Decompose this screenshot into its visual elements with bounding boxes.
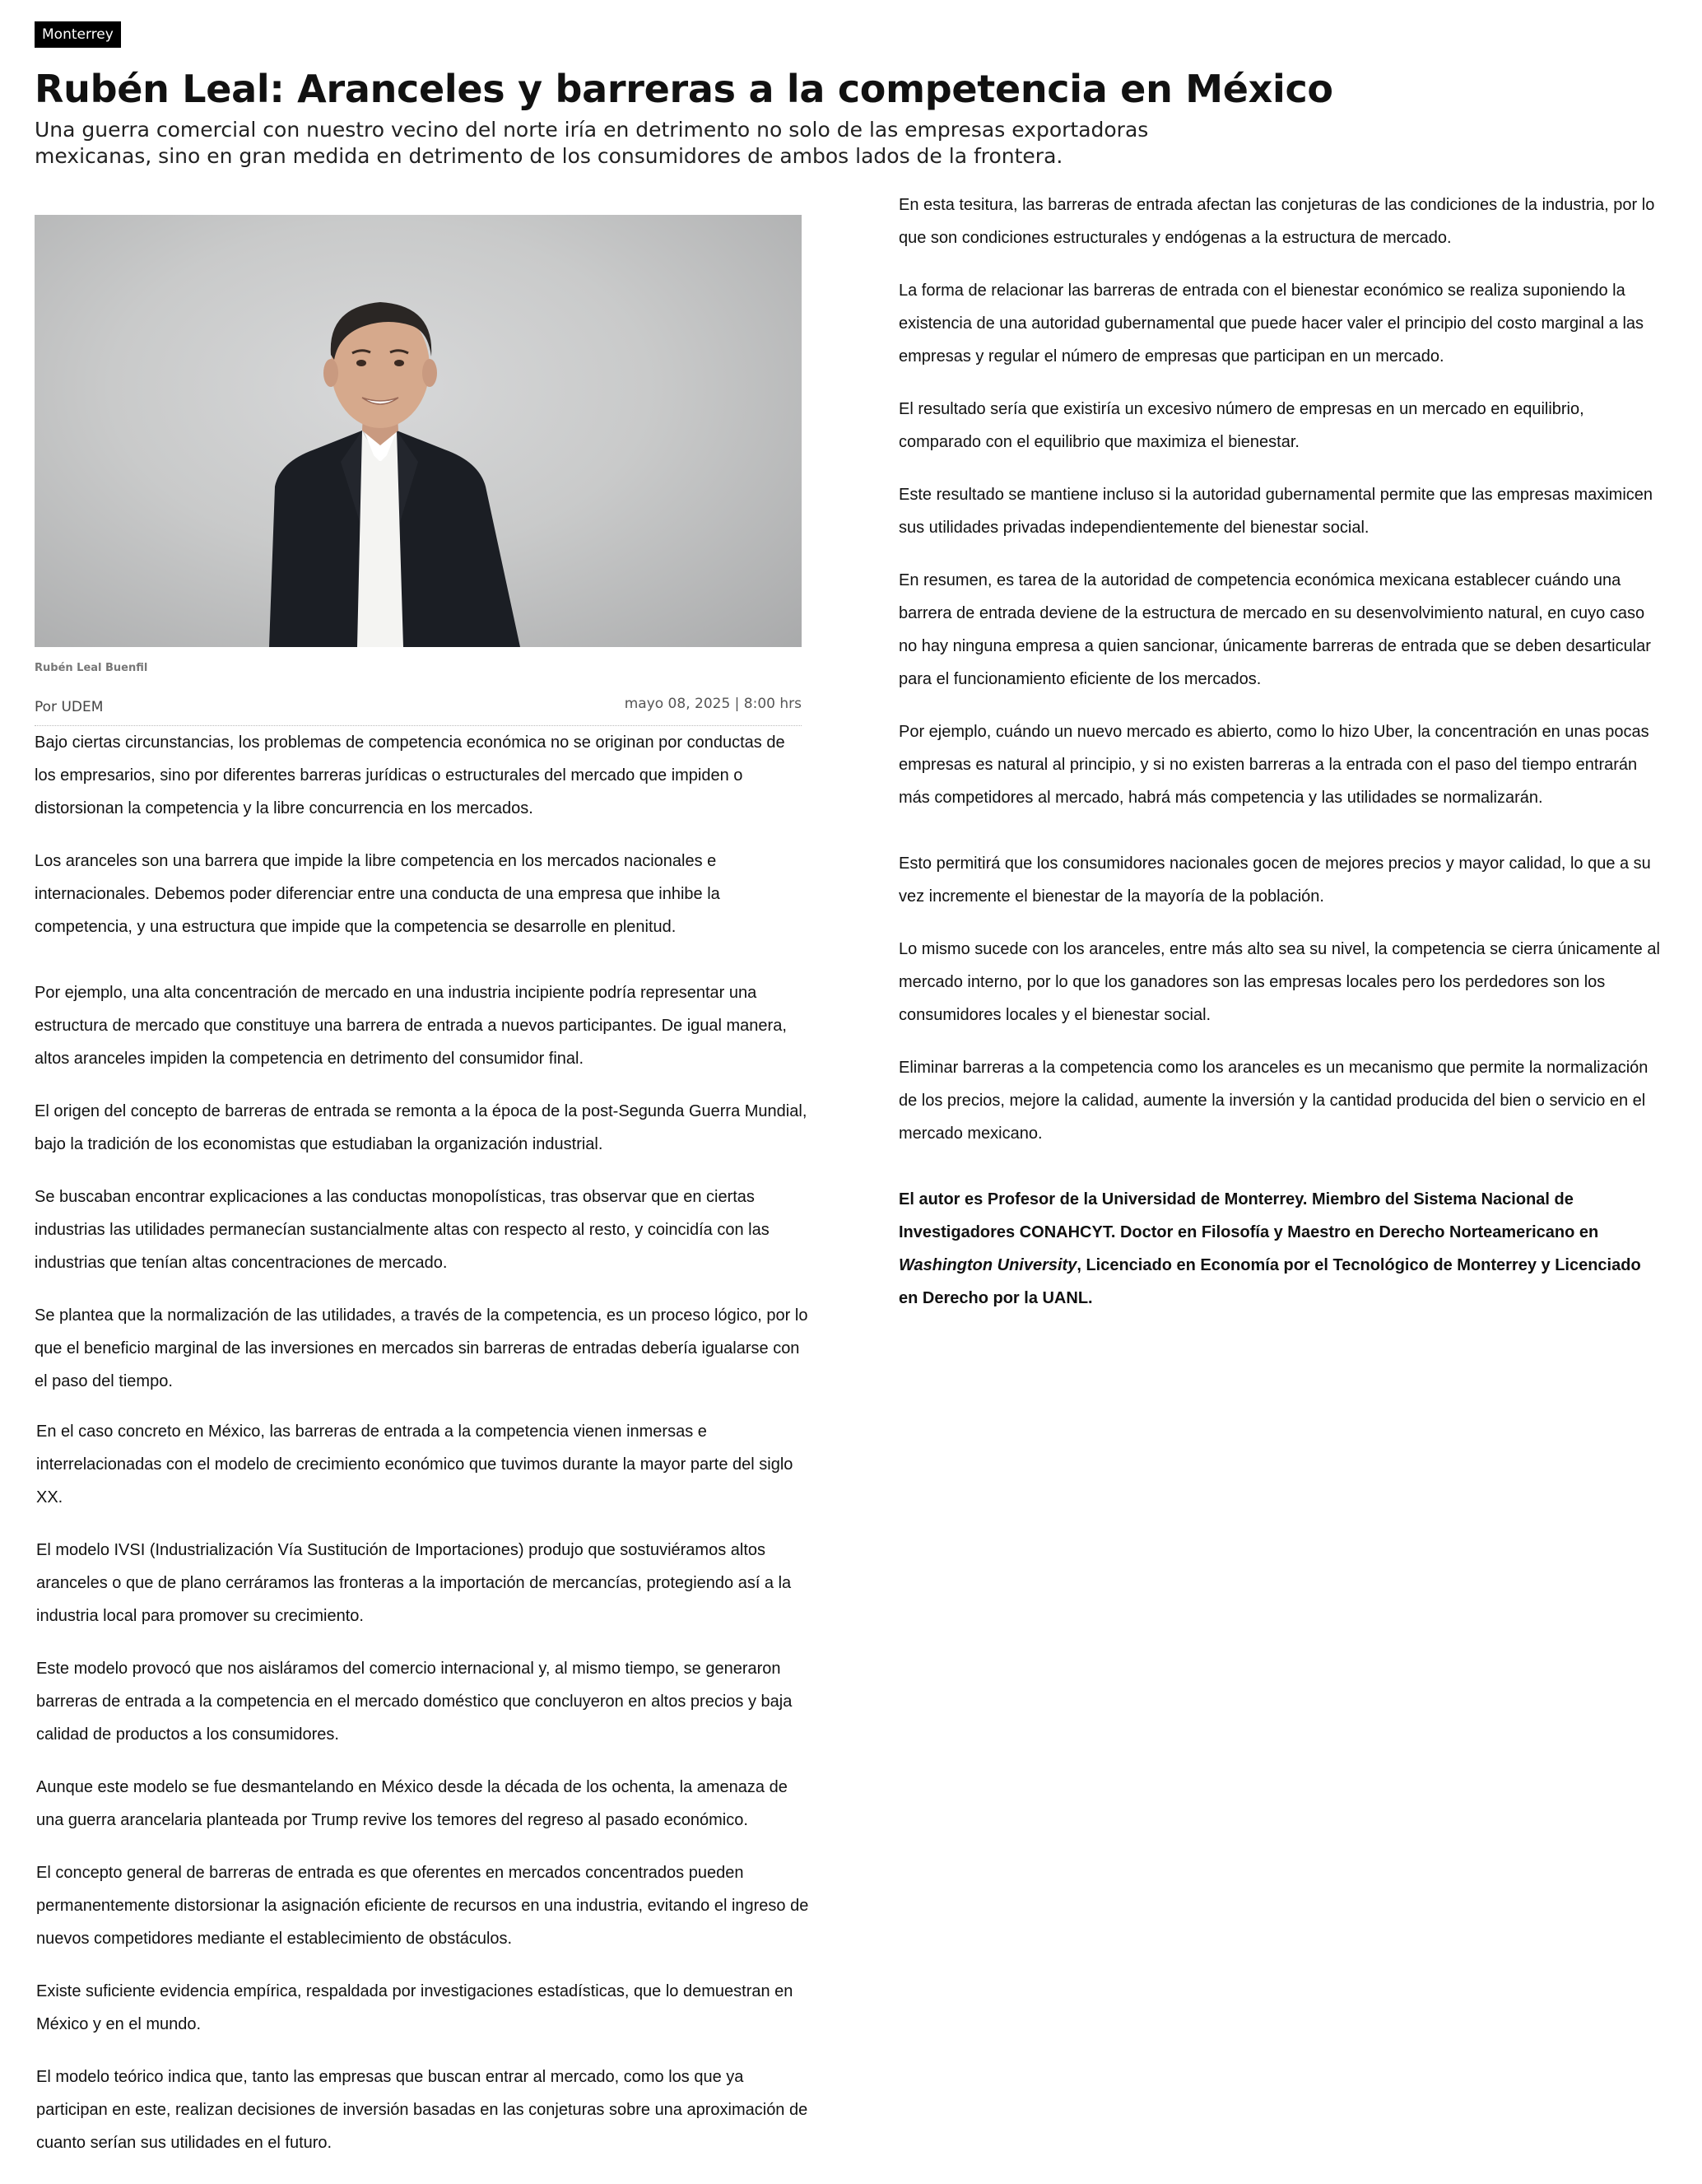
paragraph: Aunque este modelo se fue desmantelando en México desde la década de los ochenta, la amenaza de una guerra arancelaria planteada por Trump revive los temores del regreso al pasado económico. <box>36 1778 788 1829</box>
paragraph: El modelo teórico indica que, tanto las empresas que buscan entrar al mercado, como los que ya participan en este, realizan decisiones de inversión basadas en las conjeturas sobre una aproximación de cuanto serían sus utilidades en el futuro. <box>36 2068 808 2152</box>
paragraph: Esto permitirá que los consumidores nacionales gocen de mejores precios y mayor calidad, lo que a su vez incremente el bienestar de la mayoría de la población. <box>899 855 1651 906</box>
paragraph: Los aranceles son una barrera que impide la libre competencia en los mercados nacionales e internacionales. Debemos poder diferenciar entre una conducta de una empresa que inhibe la competencia, y una estructura que impide que la competencia se desarrolle en plenitud. <box>35 852 720 936</box>
headline: Rubén Leal: Aranceles y barreras a la competencia en México <box>35 67 1333 111</box>
paragraph: Por ejemplo, una alta concentración de mercado en una industria incipiente podría representar una estructura de mercado que constituye una barrera de entrada a nuevos participantes. De igual manera, altos aranceles impiden la competencia en detrimento del consumidor final. <box>35 984 787 1068</box>
author-bio-text-end: , Licenciado en Economía por el Tecnológico de Monterrey y Licenciado en Derecho por la UANL. <box>899 1256 1641 1307</box>
photo-caption: Rubén Leal Buenfil <box>35 662 148 674</box>
paragraph: Este resultado se mantiene incluso si la autoridad gubernamental permite que las empresas maximicen sus utilidades privadas independientemente del bienestar social. <box>899 486 1653 537</box>
paragraph: La forma de relacionar las barreras de entrada con el bienestar económico se realiza suponiendo la existencia de una autoridad gubernamental que puede hacer valer el principio del costo marginal a las empresas y regular el número de empresas que participan en un mercado. <box>899 282 1644 366</box>
paragraph: En el caso concreto en México, las barreras de entrada a la competencia vienen inmersas e interrelacionadas con el modelo de crecimiento económico que tuvimos durante la mayor parte del siglo XX. <box>36 1423 793 1506</box>
paragraph: El concepto general de barreras de entrada es que oferentes en mercados concentrados pueden permanentemente distorsionar la asignación eficiente de recursos en una industria, evitando el ingreso de nuevos competidores mediante el establecimiento de obstáculos. <box>36 1864 809 1948</box>
paragraph: En resumen, es tarea de la autoridad de competencia económica mexicana establecer cuándo una barrera de entrada deviene de la estructura de mercado en su desenvolvimiento natural, en cuyo caso no hay ninguna empresa a quien sancionar, únicamente barreras de entrada que se deben desarticular para el funcionamiento eficiente de los mercados. <box>899 571 1651 688</box>
paragraph: Se plantea que la normalización de las utilidades, a través de la competencia, es un proceso lógico, por lo que el beneficio marginal de las inversiones en mercados sin barreras de entradas debería igualarse con el paso del tiempo. <box>35 1306 808 1390</box>
article-body-left <box>35 726 808 1418</box>
paragraph: El origen del concepto de barreras de entrada se remonta a la época de la post-Segunda Guerra Mundial, bajo la tradición de los economistas que estudiaban la organización industrial. <box>35 1102 807 1153</box>
paragraph: Existe suficiente evidencia empírica, respaldada por investigaciones estadísticas, que lo demuestran en México y en el mundo. <box>36 1982 793 2033</box>
byline-date: mayo 08, 2025 | 8:00 hrs <box>624 696 802 712</box>
author-bio-text: El autor es Profesor de la Universidad de Monterrey. Miembro del Sistema Nacional de Investigadores CONAHCYT. Doctor en Filosofía y Maestro en Derecho Norteamericano en <box>899 1190 1599 1241</box>
paragraph: En esta tesitura, las barreras de entrada afectan las conjeturas de las condiciones de la industria, por lo que son condiciones estructurales y endógenas a la estructura de mercado. <box>899 196 1655 247</box>
paragraph: El resultado sería que existiría un excesivo número de empresas en un mercado en equilibrio, comparado con el equilibrio que maximiza el bienestar. <box>899 400 1584 451</box>
article-body-right <box>899 189 1664 1334</box>
article-dek: Una guerra comercial con nuestro vecino del norte iría en detrimento no solo de las empresas exportadoras mexicanas, sino en gran medida en detrimento de los consumidores de ambos lados de la frontera. <box>35 118 1149 168</box>
paragraph: Bajo ciertas circunstancias, los problemas de competencia económica no se originan por conductas de los empresarios, sino por diferentes barreras jurídicas o estructurales del mercado que impiden o distorsionan la competencia y la libre concurrencia en los mercados. <box>35 733 785 817</box>
byline-author[interactable]: Por UDEM <box>35 699 104 715</box>
paragraph: El modelo IVSI (Industrialización Vía Sustitución de Importaciones) produjo que sostuviéramos altos aranceles o que de plano cerráramos las fronteras a la importación de mercancías, protegiendo así a la industria local para promover su crecimiento. <box>36 1541 792 1625</box>
article-body-left-continued <box>36 1415 810 2179</box>
portrait-illustration <box>35 215 802 647</box>
author-photo <box>35 215 802 647</box>
paragraph: Por ejemplo, cuándo un nuevo mercado es abierto, como lo hizo Uber, la concentración en unas pocas empresas es natural al principio, y si no existen barreras a la entrada con el paso del tiempo entrarán más competidores al mercado, habrá más competencia y las utilidades se normalizarán. <box>899 723 1649 807</box>
paragraph: Se buscaban encontrar explicaciones a las conductas monopolísticas, tras observar que en ciertas industrias las utilidades permanecían sustancialmente altas con respecto al resto, y coincidía con las industrias que tenían altas concentraciones de mercado. <box>35 1188 770 1272</box>
paragraph: Lo mismo sucede con los aranceles, entre más alto sea su nivel, la competencia se cierra únicamente al mercado interno, por lo que los ganadores son las empresas locales pero los perdedores son los consumidores locales y el bienestar social. <box>899 940 1660 1024</box>
section-tag[interactable]: Monterrey <box>35 21 121 48</box>
paragraph: Eliminar barreras a la competencia como los aranceles es un mecanismo que permite la normalización de los precios, mejore la calidad, aumente la inversión y la cantidad producida del bien o servicio en el mercado mexicano. <box>899 1059 1649 1143</box>
author-bio <box>899 1183 1664 1315</box>
author-bio-university: Washington University <box>899 1256 1077 1274</box>
byline <box>35 696 802 726</box>
paragraph: Este modelo provocó que nos aisláramos del comercio internacional y, al mismo tiempo, se generaron barreras de entrada a la competencia en el mercado doméstico que concluyeron en altos precios y baja calidad de productos a los consumidores. <box>36 1660 793 1744</box>
